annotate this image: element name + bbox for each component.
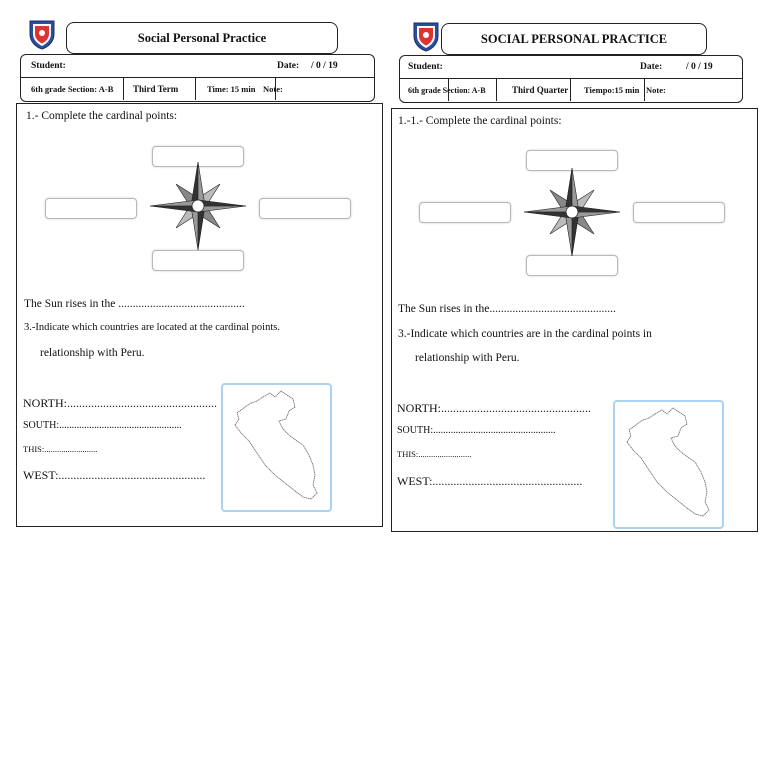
time-label: Tiempo:15 min bbox=[584, 85, 640, 95]
grade-section: 6th grade Section: A-B bbox=[31, 84, 114, 94]
compass-rose-icon bbox=[522, 166, 622, 258]
worksheet-title: Social Personal Practice bbox=[137, 30, 267, 45]
student-label: Student: bbox=[31, 61, 66, 71]
date-value: / 0 / 19 bbox=[311, 61, 338, 71]
south-answer-field[interactable] bbox=[526, 255, 618, 276]
this-line[interactable]: THIS:......................... bbox=[397, 449, 472, 459]
note-label: Note: bbox=[646, 85, 666, 95]
question-3: 3.-Indicate which countries are in the cardinal points in bbox=[398, 328, 652, 340]
west-answer-field[interactable] bbox=[45, 198, 137, 219]
note-label: Note: bbox=[263, 84, 283, 94]
student-info-box bbox=[399, 55, 743, 103]
student-row bbox=[21, 55, 374, 78]
east-answer-field[interactable] bbox=[259, 198, 351, 219]
date-label: Date: bbox=[277, 61, 300, 71]
student-info-box bbox=[20, 54, 375, 102]
class-row bbox=[400, 79, 742, 101]
right-sheet bbox=[384, 0, 768, 540]
peru-map-outline bbox=[615, 402, 722, 527]
compass-rose-icon bbox=[148, 160, 248, 252]
west-line[interactable]: WEST:................................................. bbox=[23, 468, 206, 482]
student-label: Student: bbox=[408, 62, 443, 72]
worksheet-title-box bbox=[441, 23, 707, 55]
north-line[interactable]: NORTH:.................................................. bbox=[397, 401, 591, 415]
this-line[interactable]: THIS:......................... bbox=[23, 444, 98, 454]
school-shield-logo bbox=[28, 18, 56, 50]
question-3-cont: relationship with Peru. bbox=[415, 352, 520, 364]
question-2: The Sun rises in the ............................................ bbox=[24, 298, 245, 310]
west-line[interactable]: WEST:.................................................. bbox=[397, 474, 583, 488]
grade-section: 6th grade Section: A-B bbox=[408, 85, 486, 95]
east-answer-field[interactable] bbox=[633, 202, 725, 223]
worksheet-title: SOCIAL PERSONAL PRACTICE bbox=[480, 31, 668, 46]
student-row bbox=[400, 56, 742, 79]
time-label: Time: 15 min bbox=[207, 84, 256, 94]
question-2: The Sun rises in the............................................ bbox=[398, 303, 616, 315]
term-label: Third Term bbox=[133, 84, 179, 94]
question-1: 1.-1.- Complete the cardinal points: bbox=[398, 115, 562, 127]
question-3: 3.-Indicate which countries are located at the cardinal points. bbox=[24, 322, 280, 333]
left-sheet bbox=[0, 0, 384, 540]
west-answer-field[interactable] bbox=[419, 202, 511, 223]
peru-map-outline bbox=[223, 385, 330, 510]
worksheet-title-box bbox=[66, 22, 338, 54]
date-value: / 0 / 19 bbox=[686, 62, 713, 72]
question-3-cont: relationship with Peru. bbox=[40, 347, 145, 359]
peru-map-frame bbox=[221, 383, 332, 512]
class-row bbox=[21, 78, 374, 100]
peru-map-frame bbox=[613, 400, 724, 529]
south-line[interactable]: SOUTH:................................................. bbox=[397, 425, 556, 436]
south-answer-field[interactable] bbox=[152, 250, 244, 271]
school-shield-logo bbox=[412, 20, 440, 52]
north-line[interactable]: NORTH:.................................................. bbox=[23, 396, 217, 410]
term-label: Third Quarter bbox=[512, 85, 569, 95]
date-label: Date: bbox=[640, 62, 663, 72]
south-line[interactable]: SOUTH:................................................. bbox=[23, 420, 182, 431]
question-1: 1.- Complete the cardinal points: bbox=[26, 110, 178, 122]
